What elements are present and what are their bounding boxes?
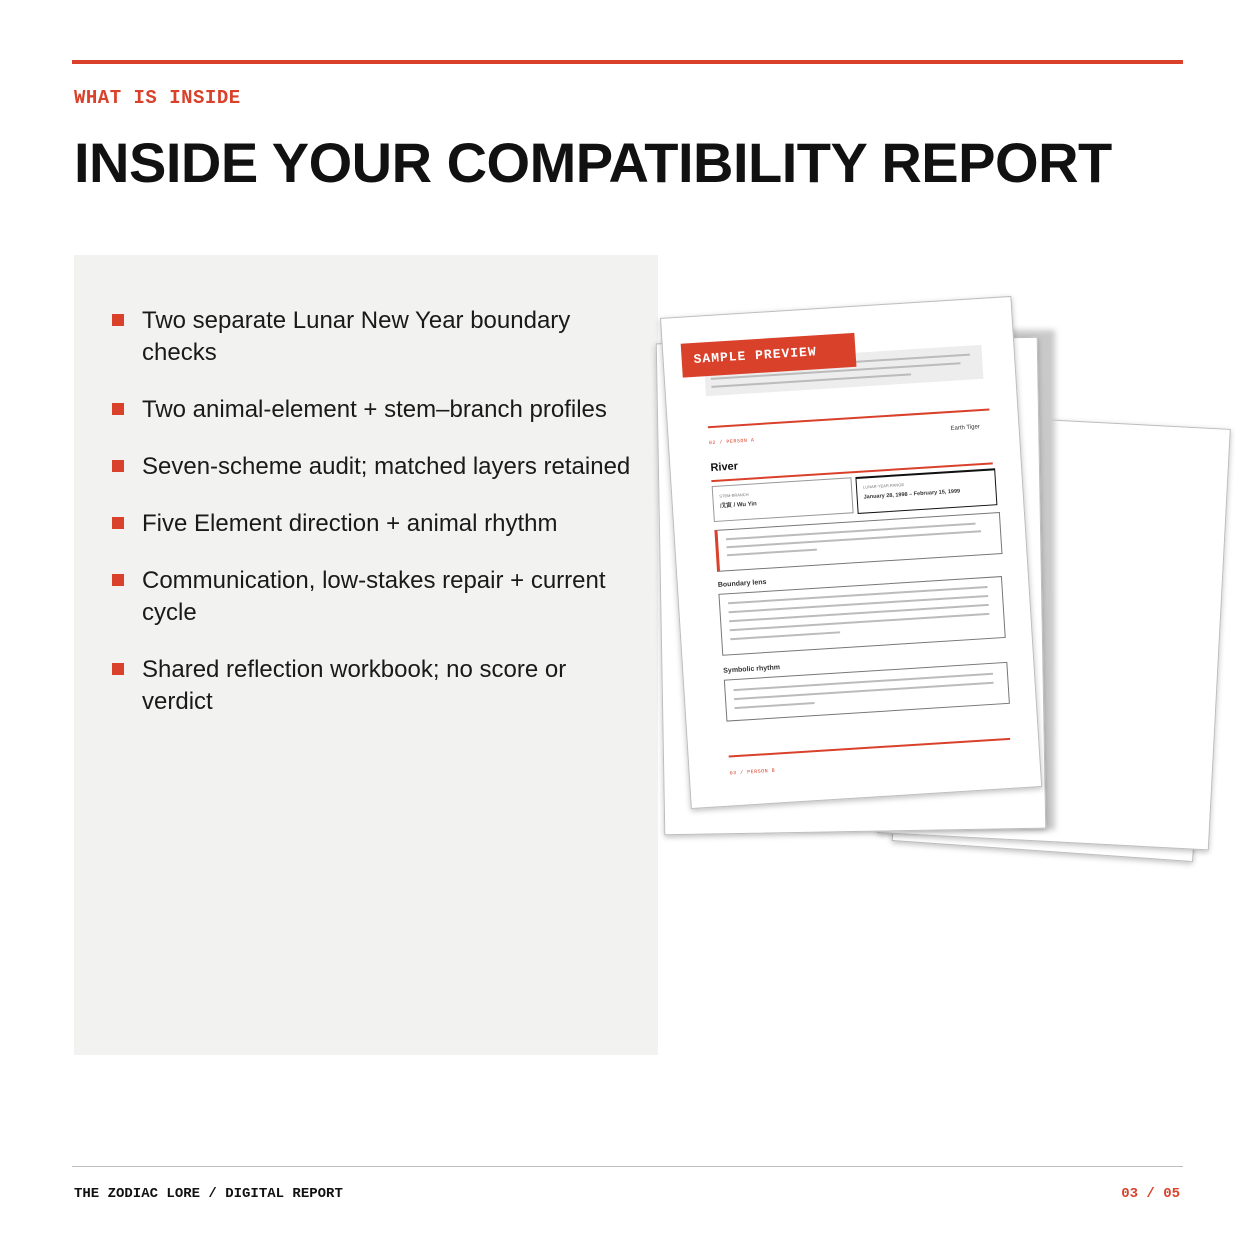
- features-panel: [74, 255, 658, 1055]
- text-line: [730, 613, 990, 631]
- square-bullet-icon: [112, 574, 124, 586]
- square-bullet-icon: [112, 403, 124, 415]
- stem-branch-box: [712, 477, 854, 522]
- animal-label: Earth Tiger: [950, 424, 981, 432]
- sample-preview-tag: SAMPLE PREVIEW: [681, 333, 857, 378]
- feature-text: Two separate Lunar New Year boundary checks: [142, 307, 571, 366]
- report-preview-stack: [650, 300, 1240, 920]
- summary-box: [714, 512, 1002, 572]
- section-label: 02 / PERSON A: [708, 437, 755, 447]
- page-number: 03 / 05: [1121, 1186, 1180, 1202]
- text-line: [729, 595, 989, 613]
- text-line: [734, 682, 994, 700]
- feature-text: Two animal-element + stem–branch profiles: [142, 396, 607, 423]
- page-title: INSIDE YOUR COMPATIBILITY REPORT: [74, 131, 1112, 194]
- section-heading: Boundary lens: [717, 578, 767, 589]
- feature-item: [112, 451, 632, 483]
- feature-item: [112, 394, 632, 426]
- feature-item: [112, 565, 632, 629]
- text-line: [727, 549, 817, 557]
- text-line: [730, 631, 840, 640]
- text-line: [735, 702, 815, 709]
- section-rule: [708, 408, 990, 428]
- feature-text: Seven-scheme audit; matched layers retained: [142, 453, 631, 480]
- feature-text: Shared reflection workbook; no score or verdict: [142, 656, 567, 715]
- field-label: LUNAR-YEAR RANGE: [862, 482, 905, 490]
- section-rule: [729, 738, 1011, 758]
- square-bullet-icon: [112, 314, 124, 326]
- footer-brand: THE ZODIAC LORE / DIGITAL REPORT: [74, 1186, 343, 1202]
- section-label: 03 / PERSON B: [729, 767, 776, 777]
- text-line: [729, 604, 989, 622]
- field-value: January 28, 1998 – February 15, 1999: [863, 488, 961, 501]
- feature-item: [112, 305, 632, 369]
- text-line: [726, 530, 981, 548]
- footer-rule: [72, 1166, 1183, 1167]
- field-value: 戊寅 / Wu Yin: [719, 501, 757, 510]
- text-line: [733, 673, 993, 691]
- top-accent-rule: [72, 60, 1183, 64]
- square-bullet-icon: [112, 517, 124, 529]
- feature-item: [112, 654, 632, 718]
- lunar-range-box: [855, 468, 997, 514]
- feature-list: [112, 305, 632, 743]
- preview-front-page: [660, 296, 1042, 809]
- person-name: River: [710, 460, 739, 475]
- feature-text: Communication, low-stakes repair + current cycle: [142, 567, 606, 626]
- field-label: STEM-BRANCH: [719, 491, 749, 499]
- square-bullet-icon: [112, 663, 124, 675]
- boundary-box: [718, 576, 1005, 656]
- feature-text: Five Element direction + animal rhythm: [142, 510, 558, 537]
- square-bullet-icon: [112, 460, 124, 472]
- section-heading: Symbolic rhythm: [723, 664, 781, 675]
- section-eyebrow: WHAT IS INSIDE: [74, 87, 241, 109]
- feature-item: [112, 508, 632, 540]
- text-line: [728, 586, 988, 604]
